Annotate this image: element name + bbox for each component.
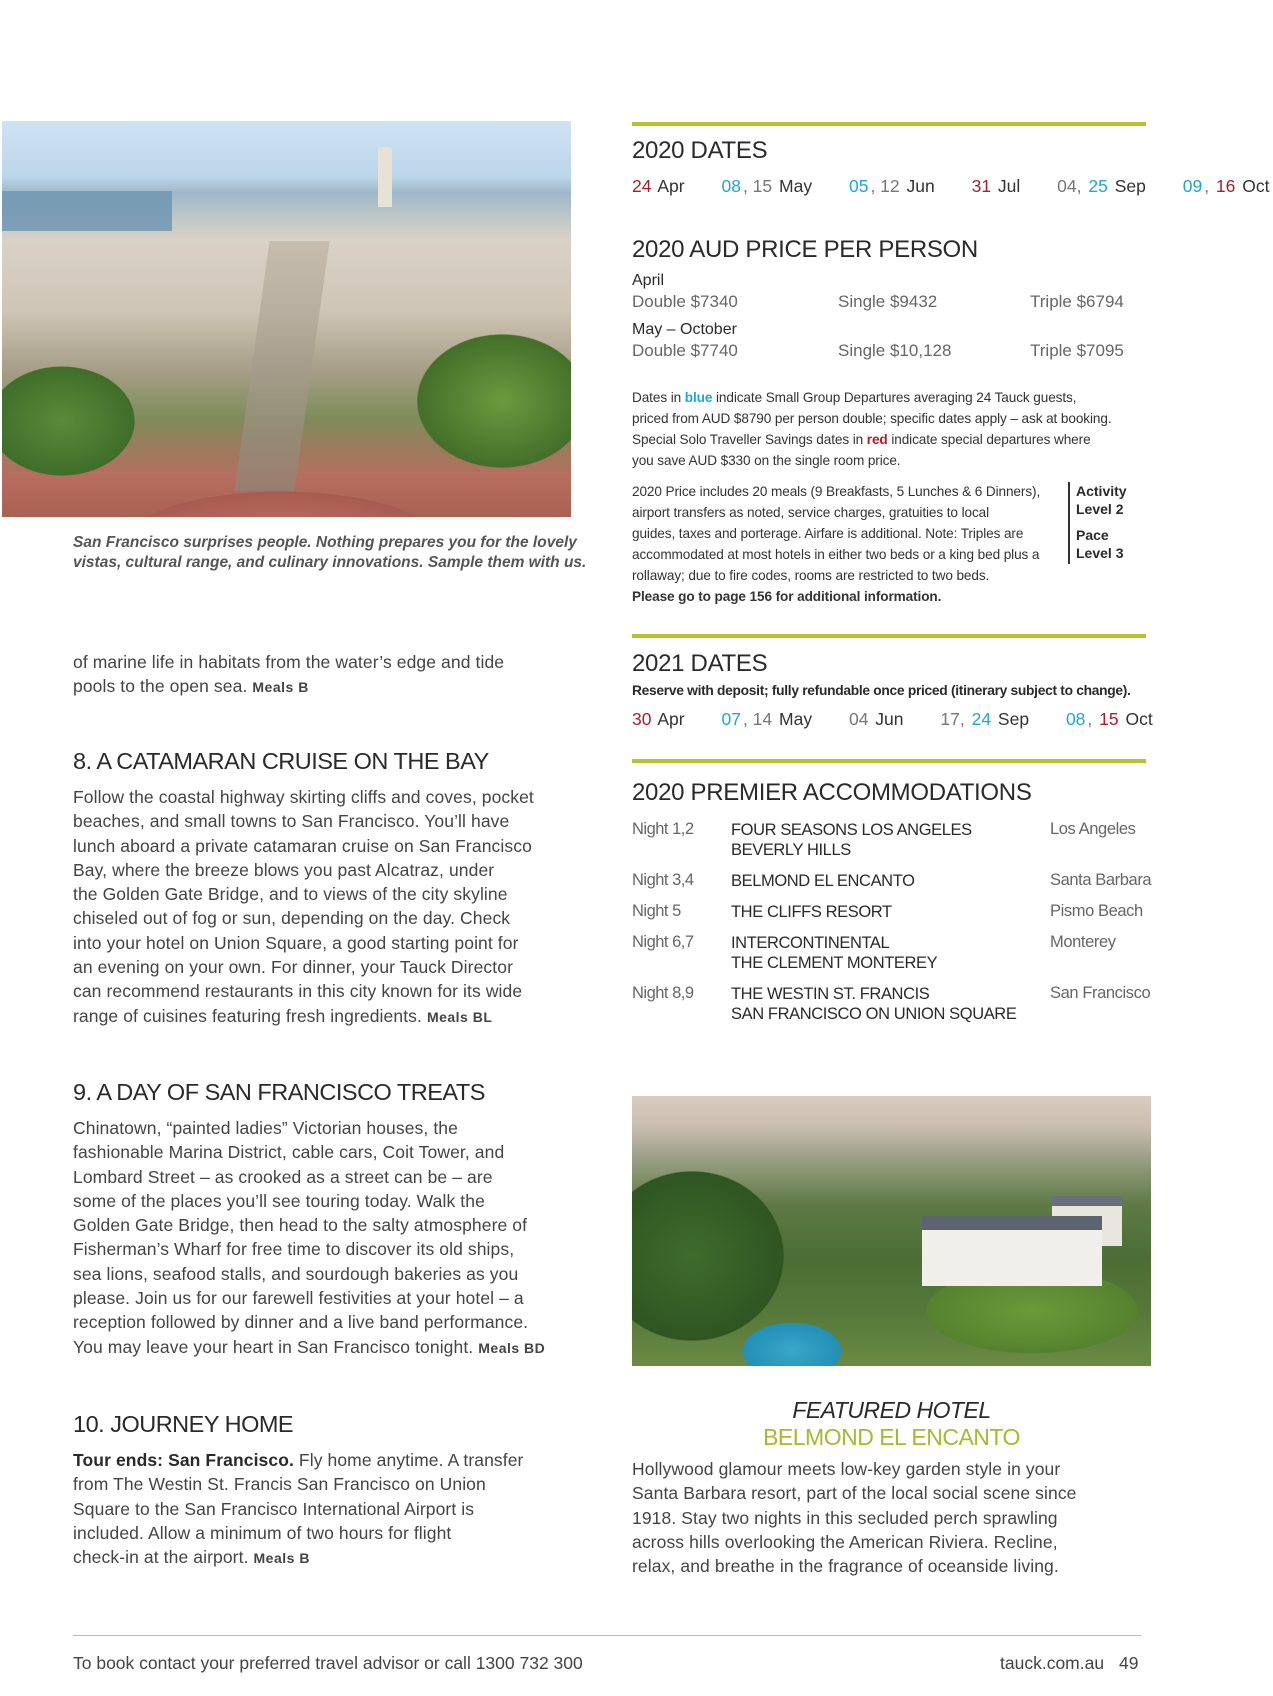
body-line: You may leave your heart in San Francisco tonight. [73, 1336, 474, 1357]
day9-title: 9. A DAY OF SAN FRANCISCO TREATS [73, 1079, 485, 1105]
date-day: 08 [721, 176, 741, 196]
note-text: indicate Small Group Departures averaging 24 Tauck guests, [712, 390, 1077, 405]
featured-hotel-description [632, 1457, 1152, 1578]
tour-ends-lead: Tour ends: San Francisco. [73, 1450, 294, 1470]
body-line: relax, and breathe in the fragrance of oceanside living. [632, 1556, 1059, 1577]
activity-label: Activity [1076, 483, 1127, 499]
note-line: priced from AUD $8790 per person double; specific dates apply – ask at booking. [632, 411, 1112, 426]
date-day: 25 [1088, 176, 1108, 196]
date-month: Apr [653, 176, 685, 196]
date-month: Jun [870, 709, 904, 729]
dates-2020-list [632, 176, 1273, 197]
acc-city: Monterey [1050, 933, 1116, 951]
body-line: 1918. Stay two nights in this secluded perch sprawling [632, 1507, 1058, 1528]
body-line: Hollywood glamour meets low-key garden style in your [632, 1459, 1061, 1479]
date-day: 15 [1099, 709, 1119, 729]
date-day: , 15 [742, 176, 773, 196]
day8-title: 8. A CATAMARAN CRUISE ON THE BAY [73, 748, 489, 774]
note-line: 2020 Price includes 20 meals (9 Breakfasts, 5 Lunches & 6 Dinners), [632, 484, 1041, 499]
section-rule [632, 122, 1146, 126]
activity-pace-box [1068, 482, 1148, 564]
date-month: Jun [901, 176, 935, 196]
date-day: 07 [721, 709, 741, 729]
acc-hotel-line: INTERCONTINENTAL [731, 934, 890, 952]
acc-night: Night 1,2 [632, 820, 694, 838]
date-group [849, 709, 906, 729]
section-rule [632, 759, 1146, 763]
price-mayoct-double: Double $7740 [632, 341, 738, 360]
acc-hotel-line: THE CLEMENT MONTEREY [731, 954, 938, 972]
acc-hotel: THE CLIFFS RESORT [731, 903, 892, 921]
footer-contact: To book contact your preferred travel advisor or call 1300 732 300 [73, 1653, 583, 1673]
price-mayoct-triple: Triple $7095 [1030, 341, 1124, 360]
dates-2021-subtitle: Reserve with deposit; fully refundable once priced (itinerary subject to change). [632, 683, 1131, 698]
acc-night: Night 5 [632, 902, 681, 920]
body-line: an evening on your own. For dinner, your Tauck Director [73, 957, 513, 978]
body-line: chiseled out of fog or sun, depending on the day. Check [73, 908, 511, 929]
note-text: Special Solo Traveller Savings dates in [632, 432, 867, 447]
departure-notes [632, 387, 1132, 471]
date-day: 05 [848, 176, 869, 196]
san-francisco-photo [2, 121, 571, 517]
body-line: beaches, and small towns to San Francisco. You’ll have [73, 811, 510, 832]
body-line: Bay, where the breeze blows you past Alcatraz, under [73, 859, 495, 880]
body-line: Chinatown, “painted ladies” Victorian houses, the [73, 1118, 458, 1138]
dates-2021-title: 2021 DATES [632, 650, 768, 677]
meals-tag: Meals B [252, 679, 309, 696]
page-number: 49 [1119, 1653, 1139, 1673]
note-line: guides, taxes and porterage. Airfare is additional. Note: Triples are [632, 526, 1024, 541]
body-line: fashionable Marina District, cable cars, Coit Tower, and [73, 1142, 505, 1163]
acc-city: Santa Barbara [1050, 871, 1152, 889]
acc-hotel [731, 820, 972, 860]
date-day: 04, [1057, 176, 1087, 196]
price-includes [632, 481, 1062, 607]
body-line: pools to the open sea. [73, 676, 248, 697]
acc-hotel: BELMOND EL ENCANTO [731, 872, 915, 890]
date-group [1066, 709, 1155, 729]
body-line: from The Westin St. Francis San Francisco on Union [73, 1474, 486, 1495]
acc-city: San Francisco [1050, 984, 1151, 1002]
body-line: sea lions, seafood stalls, and sourdough bakeries as you [73, 1263, 519, 1284]
date-month: Sep [1109, 176, 1146, 196]
body-line: included. Allow a minimum of two hours for flight [73, 1522, 452, 1543]
date-month: Apr [653, 709, 685, 729]
acc-hotel [731, 984, 1016, 1024]
day10-title: 10. JOURNEY HOME [73, 1411, 294, 1437]
caption-line: vistas, cultural range, and culinary innovations. Sample them with us. [73, 554, 587, 571]
date-day: , 12 [870, 176, 900, 196]
price-april-label: April [632, 272, 665, 289]
date-group [972, 176, 1023, 196]
date-group [1057, 176, 1148, 196]
section-rule [632, 634, 1146, 638]
dates-2021-list [632, 709, 1157, 730]
activity-level: Level 2 [1076, 501, 1124, 517]
footer-rule [73, 1635, 1141, 1636]
acc-night: Night 8,9 [632, 984, 694, 1002]
price-april-double: Double $7340 [632, 292, 738, 311]
acc-night: Night 3,4 [632, 871, 694, 889]
body-line: please. Join us for our farewell festivities at your hotel – a [73, 1288, 524, 1309]
note-highlight-red: red [866, 432, 888, 447]
acc-hotel-line: BEVERLY HILLS [731, 841, 851, 859]
featured-hotel-name: BELMOND EL ENCANTO [763, 1424, 1020, 1450]
dates-2020-title: 2020 DATES [632, 137, 768, 164]
date-month: Oct [1120, 709, 1153, 729]
body-line: lunch aboard a private catamaran cruise on San Francisco [73, 835, 532, 856]
price-title: 2020 AUD PRICE PER PERSON [632, 236, 978, 263]
date-day: , [1087, 709, 1098, 729]
date-day: 16 [1215, 176, 1236, 196]
acc-hotel [731, 933, 937, 973]
date-month: May [774, 709, 813, 729]
meals-tag: Meals BL [426, 1008, 493, 1025]
body-line: into your hotel on Union Square, a good starting point for [73, 932, 519, 953]
body-line: Square to the San Francisco International Airport is [73, 1498, 475, 1519]
additional-info-link: Please go to page 156 for additional information. [632, 589, 942, 604]
body-line: across hills overlooking the American Riviera. Recline, [632, 1531, 1058, 1552]
acc-night: Night 6,7 [632, 933, 694, 951]
date-group [1183, 176, 1272, 196]
date-day: 31 [971, 176, 992, 196]
date-day: 17, [940, 709, 970, 729]
note-line: accommodated at most hotels in either two beds or a king bed plus a [632, 547, 1040, 562]
body-line: Lombard Street – as crooked as a street can be – are [73, 1166, 493, 1187]
date-month: May [774, 176, 813, 196]
date-month: Oct [1237, 176, 1270, 196]
acc-city: Los Angeles [1050, 820, 1136, 838]
date-month: Jul [993, 176, 1021, 196]
date-group [632, 709, 687, 729]
date-day: , 14 [742, 709, 773, 729]
day8-body [73, 785, 613, 1029]
date-group [721, 709, 814, 729]
acc-hotel-line: SAN FRANCISCO ON UNION SQUARE [731, 1005, 1017, 1023]
body-line: Golden Gate Bridge, then head to the salty atmosphere of [73, 1215, 528, 1236]
body-line: the Golden Gate Bridge, and to views of the city skyline [73, 884, 508, 905]
date-group [632, 176, 687, 196]
pace-level: Level 3 [1076, 545, 1124, 561]
date-day: 30 [632, 709, 652, 729]
body-line: some of the places you’ll see touring today. Walk the [73, 1190, 485, 1211]
body-line: Fisherman’s Wharf for free time to discover its old ships, [73, 1239, 515, 1260]
body-line: check-in at the airport. [73, 1547, 249, 1568]
date-group [849, 176, 937, 196]
note-text: Dates in [632, 390, 685, 405]
acc-hotel-line: THE WESTIN ST. FRANCIS [731, 985, 930, 1003]
acc-hotel-line: FOUR SEASONS LOS ANGELES [731, 821, 972, 839]
date-month: Sep [993, 709, 1030, 729]
date-day: 09 [1182, 176, 1203, 196]
pace-label: Pace [1076, 527, 1109, 543]
featured-hotel-label: FEATURED HOTEL [792, 1397, 991, 1423]
price-april-single: Single $9432 [838, 292, 938, 311]
accommodations-title: 2020 PREMIER ACCOMMODATIONS [632, 779, 1032, 806]
footer-site[interactable] [1000, 1653, 1104, 1674]
featured-hotel-photo [632, 1096, 1151, 1366]
note-line: rollaway; due to fire codes, rooms are restricted to two beds. [632, 568, 990, 583]
note-line: you save AUD $330 on the single room price. [632, 453, 901, 468]
note-highlight-blue: blue [684, 390, 713, 405]
body-line: Santa Barbara resort, part of the local social scene since [632, 1483, 1077, 1504]
date-group [940, 709, 1031, 729]
body-line: can recommend restaurants in this city known for its wide [73, 981, 523, 1002]
meals-tag: Meals B [253, 1550, 310, 1567]
footer-site-link[interactable]: tauck.com.au [1000, 1653, 1105, 1673]
date-group [721, 176, 814, 196]
photo-caption [73, 533, 593, 573]
price-mayoct-single: Single $10,128 [838, 341, 952, 360]
day10-body [73, 1448, 613, 1570]
note-line: airport transfers as noted, service charges, gratuities to local [632, 505, 990, 520]
note-text: indicate special departures where [887, 432, 1091, 447]
body-line: of marine life in habitats from the water’s edge and tide [73, 652, 505, 672]
day9-body [73, 1116, 613, 1360]
date-day: 08 [1065, 709, 1086, 729]
date-day: , [1204, 176, 1214, 196]
body-line: Fly home anytime. A transfer [293, 1450, 524, 1470]
caption-line: San Francisco surprises people. Nothing prepares you for the lovely [73, 534, 577, 551]
body-line: range of cuisines featuring fresh ingredients. [73, 1005, 422, 1026]
day7-continuation [73, 650, 603, 700]
meals-tag: Meals BD [478, 1339, 546, 1356]
price-mayoct-label: May – October [632, 321, 737, 338]
date-day: 24 [971, 709, 992, 729]
date-day: 04 [848, 709, 869, 729]
date-day: 24 [632, 176, 652, 196]
body-line: reception followed by dinner and a live band performance. [73, 1312, 529, 1333]
acc-city: Pismo Beach [1050, 902, 1143, 920]
body-line: Follow the coastal highway skirting cliffs and coves, pocket [73, 787, 534, 807]
price-april-triple: Triple $6794 [1030, 292, 1124, 311]
